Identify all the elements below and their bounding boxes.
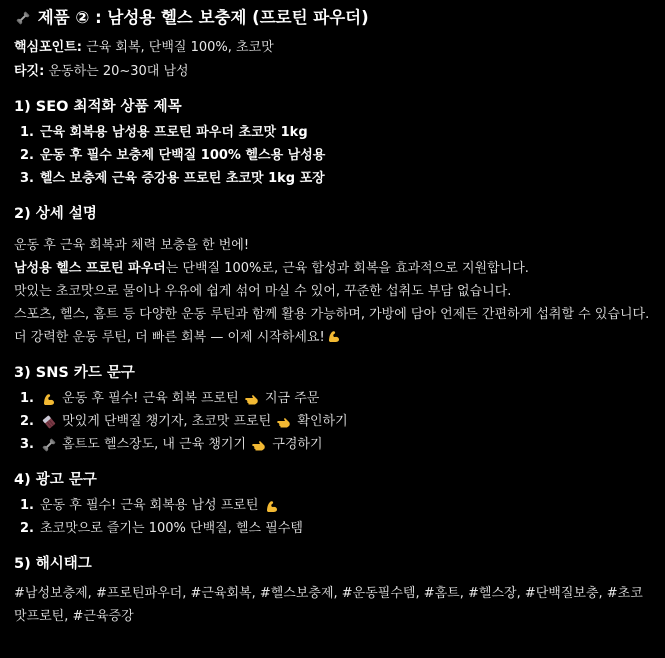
chocolate-bar-icon xyxy=(42,415,56,429)
page-title xyxy=(14,4,655,32)
seo-title-list xyxy=(14,121,655,190)
page-title-text: 제품 ② : 남성용 헬스 보충제 (프로틴 파우더) xyxy=(37,8,369,27)
seo-title-text: 운동 후 필수 보충제 단백질 100% 헬스용 남성용 xyxy=(40,148,326,163)
detail-line-4: 스포츠, 헬스, 홈트 등 다양한 운동 루틴과 함께 활용 가능하며, 가방에 담아 언제든 간편하게 섭취할 수 있습니다. xyxy=(14,307,650,322)
list-number: 2. xyxy=(20,521,34,536)
ad-copy-list xyxy=(14,494,655,540)
list-number: 1. xyxy=(20,125,34,140)
detail-line-1: 운동 후 근육 회복과 체력 보충을 한 번에! xyxy=(14,238,250,253)
seo-heading: 1) SEO 최적화 상품 제목 xyxy=(14,99,182,115)
flexed-biceps-icon xyxy=(42,392,56,406)
detail-line-3: 맛있는 초코맛으로 물이나 우유에 쉽게 섞어 마실 수 있어, 꾸준한 섭취도 부담 없습니다. xyxy=(14,284,512,299)
list-item xyxy=(14,387,655,410)
flexed-biceps-icon xyxy=(265,499,279,513)
hashtag-heading: 5) 해시태그 xyxy=(14,556,92,572)
keypoint-value: 근육 회복, 단백질 100%, 초코맛 xyxy=(82,40,274,55)
detail-line-5 xyxy=(14,326,654,349)
sns-card-cta: 구경하기 xyxy=(268,437,323,452)
list-item xyxy=(14,167,655,190)
seo-title-text: 헬스 보충제 근육 증강용 프로틴 초코맛 1kg 포장 xyxy=(40,171,325,186)
seo-title-text: 근육 회복용 남성용 프로틴 파우더 초코맛 1kg xyxy=(40,125,308,140)
list-number: 3. xyxy=(20,171,34,186)
pointing-hand-icon xyxy=(245,392,259,406)
detail-heading: 2) 상세 설명 xyxy=(14,206,97,222)
target-value: 운동하는 20~30대 남성 xyxy=(44,64,189,79)
sns-card-text: 맛있게 단백질 챙기자, 초코맛 프로틴 xyxy=(58,414,276,429)
list-number: 3. xyxy=(20,437,34,452)
sns-card-list xyxy=(14,387,655,456)
detail-product-name: 남성용 헬스 프로틴 파우더 xyxy=(14,261,166,276)
list-item xyxy=(14,121,655,144)
list-number: 1. xyxy=(20,391,34,406)
keypoint-label: 핵심포인트: xyxy=(14,40,82,55)
list-item xyxy=(14,410,655,433)
sns-heading: 3) SNS 카드 문구 xyxy=(14,365,135,381)
pointing-hand-icon xyxy=(277,415,291,429)
detail-line-5-text: 더 강력한 운동 루틴, 더 빠른 회복 — 이제 시작하세요! xyxy=(14,330,325,345)
sns-card-cta: 지금 주문 xyxy=(260,391,320,406)
ad-heading: 4) 광고 문구 xyxy=(14,472,97,488)
target-label: 타깃: xyxy=(14,64,45,79)
dumbbell-icon xyxy=(16,11,30,25)
list-item xyxy=(14,494,655,517)
list-item xyxy=(14,517,655,540)
pointing-hand-icon xyxy=(252,438,266,452)
sns-card-cta: 확인하기 xyxy=(293,414,348,429)
target-line xyxy=(14,60,655,84)
sns-card-text: 운동 후 필수! 근육 회복 프로틴 xyxy=(58,391,243,406)
list-number: 2. xyxy=(20,148,34,163)
list-item xyxy=(14,433,655,456)
sns-card-text: 홈트도 헬스장도, 내 근육 챙기기 xyxy=(58,437,251,452)
list-item xyxy=(14,144,655,167)
hashtag-list: #남성보충제, #프로틴파우더, #근육회복, #헬스보충제, #운동필수템, #홈트, #헬스장, #단백질보충, #초코맛프로틴, #근육증강 xyxy=(14,586,643,624)
flexed-biceps-icon xyxy=(327,329,341,343)
detail-description xyxy=(14,234,654,349)
keypoint-line xyxy=(14,36,655,60)
ad-copy-text: 초코맛으로 즐기는 100% 단백질, 헬스 필수템 xyxy=(40,521,303,536)
list-number: 1. xyxy=(20,498,34,513)
dumbbell-icon xyxy=(42,438,56,452)
list-number: 2. xyxy=(20,414,34,429)
detail-line-2 xyxy=(14,257,654,280)
detail-line-2-rest: 는 단백질 100%로, 근육 합성과 회복을 효과적으로 지원합니다. xyxy=(165,261,529,276)
ad-copy-text: 운동 후 필수! 근육 회복용 남성 프로틴 xyxy=(40,498,263,513)
